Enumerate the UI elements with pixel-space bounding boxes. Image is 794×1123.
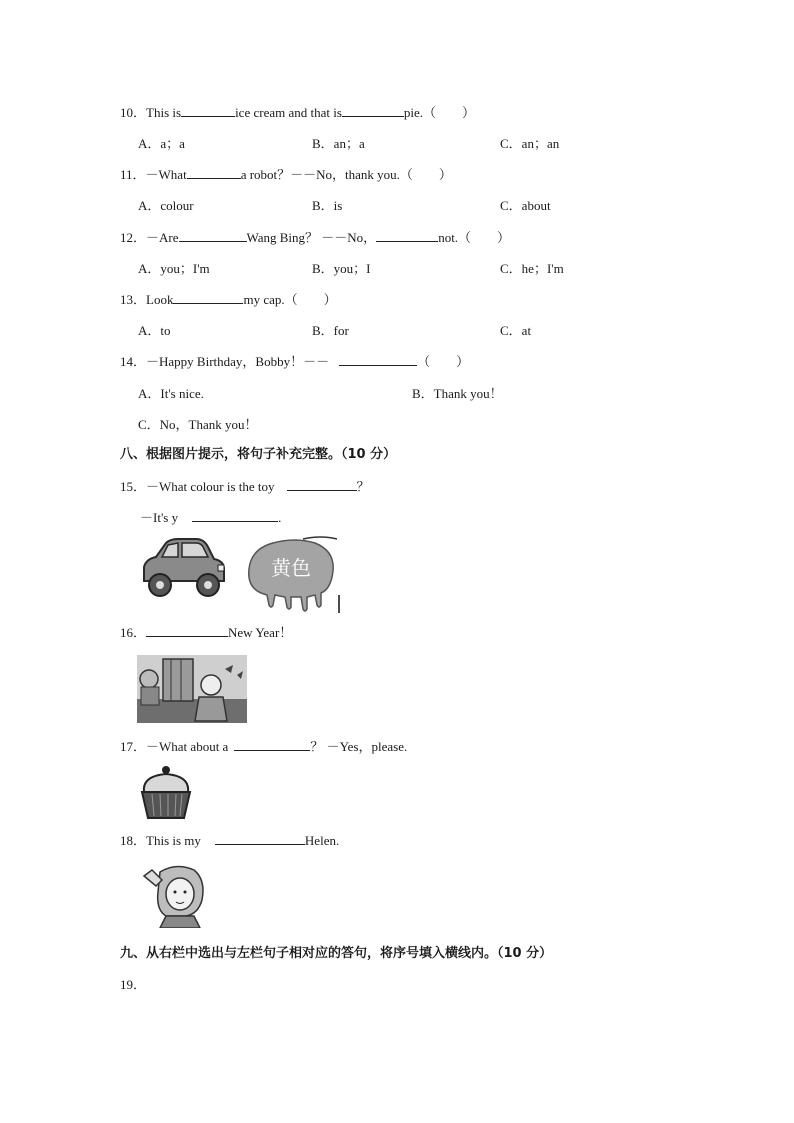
question-19 xyxy=(120,976,146,994)
section-9-heading: 九、从右栏中选出与左栏句子相对应的答句，将序号填入横线内。（10 分） xyxy=(120,946,553,961)
answer-blank[interactable] xyxy=(173,291,243,304)
question-number: 18． xyxy=(120,833,147,848)
new-year-picture xyxy=(137,655,247,723)
question-number: 17． xyxy=(120,739,147,754)
question-12: 12．－Are Wang Bing？ －－No， not.（ ） xyxy=(120,230,511,245)
answer-blank[interactable] xyxy=(146,624,228,637)
option-b[interactable]: B．Thank you！ xyxy=(412,386,503,401)
question-number: 15． xyxy=(120,479,147,494)
option-b[interactable]: B．for xyxy=(312,323,349,338)
answer-blank[interactable] xyxy=(339,353,417,366)
question-number: 14． xyxy=(120,354,147,369)
question-15-reply: －It's y . xyxy=(140,510,282,525)
answer-blank[interactable] xyxy=(181,104,235,117)
section-8-heading: 八、根据图片提示，将句子补充完整。（10 分） xyxy=(120,447,397,462)
option-b[interactable]: B．an；a xyxy=(312,136,365,151)
option-c[interactable]: C．about xyxy=(500,198,551,213)
answer-blank[interactable] xyxy=(287,478,357,491)
question-16: 16． New Year！ xyxy=(120,625,293,640)
answer-blank[interactable] xyxy=(376,229,438,242)
question-17: 17．－What about a ？ －Yes，please. xyxy=(120,739,408,754)
question-number: 16． xyxy=(120,625,147,640)
color-blob-label: 黄色 xyxy=(271,556,311,580)
question-18: 18．This is my Helen. xyxy=(120,833,340,848)
question-number: 12． xyxy=(120,230,147,245)
cupcake-picture xyxy=(138,764,194,822)
answer-blank[interactable] xyxy=(192,509,278,522)
option-a[interactable]: A．to xyxy=(138,323,171,338)
option-c[interactable]: C．at xyxy=(500,323,532,338)
question-number: 10． xyxy=(120,105,147,120)
girl-picture xyxy=(140,862,210,928)
option-a[interactable]: A．colour xyxy=(138,198,194,213)
question-number: 19． xyxy=(120,977,147,992)
option-c[interactable]: C．he；I'm xyxy=(500,261,564,276)
question-number: 13． xyxy=(120,292,147,307)
option-b[interactable]: B．is xyxy=(312,198,343,213)
question-14: 14．－Happy Birthday，Bobby！－－ （ ） xyxy=(120,354,470,369)
question-11: 11．－What a robot？－－No，thank you.（ ） xyxy=(120,167,452,182)
question-13: 13．Look my cap.（ ） xyxy=(120,292,337,307)
answer-blank[interactable] xyxy=(215,832,305,845)
option-b[interactable]: B．you；I xyxy=(312,261,371,276)
question-number: 11． xyxy=(120,167,146,182)
option-a[interactable]: A．It's nice. xyxy=(138,386,204,401)
option-c[interactable]: C．an；an xyxy=(500,136,560,151)
answer-blank[interactable] xyxy=(179,229,247,242)
answer-blank[interactable] xyxy=(234,738,310,751)
option-a[interactable]: A．you；I'm xyxy=(138,261,210,276)
question-10: 10．This is ice cream and that is pie.（ ） xyxy=(120,105,476,120)
question-15: 15．－What colour is the toy ？ xyxy=(120,479,370,494)
answer-blank[interactable] xyxy=(342,104,404,117)
answer-blank[interactable] xyxy=(187,166,241,179)
toy-car-picture xyxy=(138,535,228,603)
option-a[interactable]: A．a；a xyxy=(138,136,185,151)
option-c[interactable]: C．No，Thank you！ xyxy=(138,417,258,432)
color-blob-picture xyxy=(243,535,341,615)
